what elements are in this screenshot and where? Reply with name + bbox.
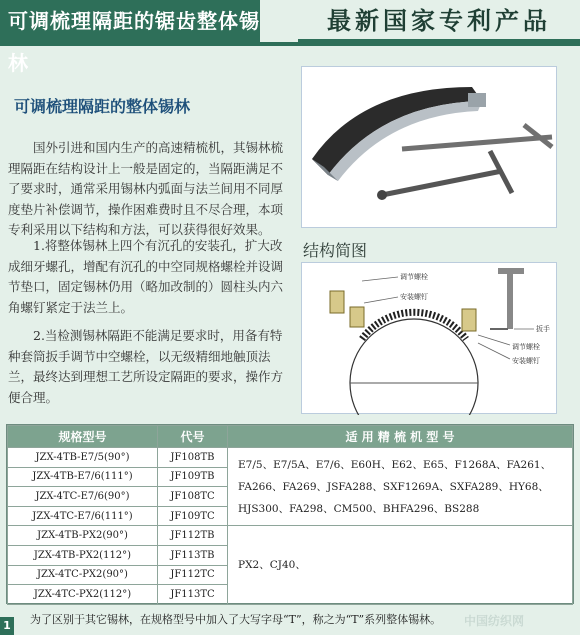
section-heading: 可调梳理隔距的整体锡林 (14, 97, 191, 116)
structure-schematic (302, 263, 558, 415)
label-wrench: 扳手 (536, 325, 550, 333)
paragraph-step-2: 2.当检测锡林隔距不能满足要求时，用备有特种套筒扳手调节中空螺栓，以无级精细地触顶法兰，最终达到理想工艺所设定隔距的要求，操作方便合理。 (8, 328, 284, 405)
product-photo (301, 66, 557, 228)
paragraph-intro: 国外引进和国内生产的高速精梳机，其锡林梳理隔距在结构设计上一般是固定的，当隔距满足不了要求时，通常采用锡林内弧面与法兰间用不同厚度垫片补偿调节，操作困难费时且不尽合理，本项专利采用以下结构和方法，可以获得很好效果。 (8, 140, 284, 237)
spec-cell: JZX-4TB-PX2(112°) (8, 545, 158, 565)
header-spec-model: 规格型号 (8, 426, 158, 448)
saw-tooth-arc (362, 312, 466, 339)
spec-table (7, 425, 573, 605)
code-cell: JF112TB (158, 526, 228, 546)
spec-cell: JZX-4TC-E7/6(111°) (8, 506, 158, 526)
header-applicable-machines: 适 用 精 梳 机 型 号 (228, 426, 573, 448)
header-right-title: 最新国家专利产品 (298, 0, 580, 42)
code-cell: JF109TC (158, 506, 228, 526)
watermark: 中国纺织网 (464, 614, 525, 628)
allen-key-shaft (402, 137, 552, 149)
machines-group-2: PX2、CJ40、 (228, 526, 573, 604)
header-rule (0, 42, 580, 46)
code-cell: JF108TB (158, 448, 228, 468)
structure-diagram-title: 结构简图 (303, 241, 368, 260)
label-adjust-bolt-right: 调节螺栓 (512, 343, 540, 351)
machines-group-1: E7/5、E7/5A、E7/6、E60H、E62、E65、F1268A、FA261、FA266、FA269、JSFA288、SXF1269A、SXFA289、HY68、HJS300、FA298、CM500、BHFA296、BS288 (228, 448, 573, 526)
spec-cell: JZX-4TB-E7/5(90°) (8, 448, 158, 468)
left-adjust-bolt (330, 291, 344, 313)
spec-cell: JZX-4TB-E7/6(111°) (8, 467, 158, 487)
page-number: 1 (0, 617, 14, 635)
table-row (8, 448, 573, 468)
code-cell: JF108TC (158, 487, 228, 507)
spec-cell: JZX-4TC-E7/6(90°) (8, 487, 158, 507)
structure-diagram (301, 262, 557, 414)
socket-wrench-shaft (382, 171, 502, 195)
table-row (8, 526, 573, 546)
cylinder-end-cap (468, 93, 486, 107)
label-mount-screw-right: 安装螺钉 (512, 357, 540, 365)
spec-cell: JZX-4TC-PX2(112°) (8, 585, 158, 605)
header-left-title: 可调梳理隔距的锯齿整体锡林 (0, 0, 260, 42)
right-adjust-bolt (462, 309, 476, 331)
cylinder-and-wrench-illustration (302, 67, 558, 229)
code-cell: JF113TB (158, 545, 228, 565)
spec-cell: JZX-4TB-PX2(90°) (8, 526, 158, 546)
spec-table-container (6, 424, 574, 604)
table-header-row (8, 426, 573, 448)
header-code: 代号 (158, 426, 228, 448)
footnote: 为了区别于其它锡林，在规格型号中加入了大写字母“T”，称之为“T”系列整体锡林。 (30, 613, 442, 626)
paragraph-step-1: 1.将整体锡林上四个有沉孔的安装孔，扩大改成细牙螺孔，增配有沉孔的中空同规格螺栓并设调节垫口，固定锡林仍用（略加改制的）圆柱头内六角螺钉紧定于法兰上。 (8, 238, 284, 315)
label-adjust-bolt-top: 调节螺栓 (400, 273, 428, 281)
spec-cell: JZX-4TC-PX2(90°) (8, 565, 158, 585)
code-cell: JF109TB (158, 467, 228, 487)
code-cell: JF112TC (158, 565, 228, 585)
label-mount-screw-top: 安装螺钉 (400, 293, 428, 301)
code-cell: JF113TC (158, 585, 228, 605)
